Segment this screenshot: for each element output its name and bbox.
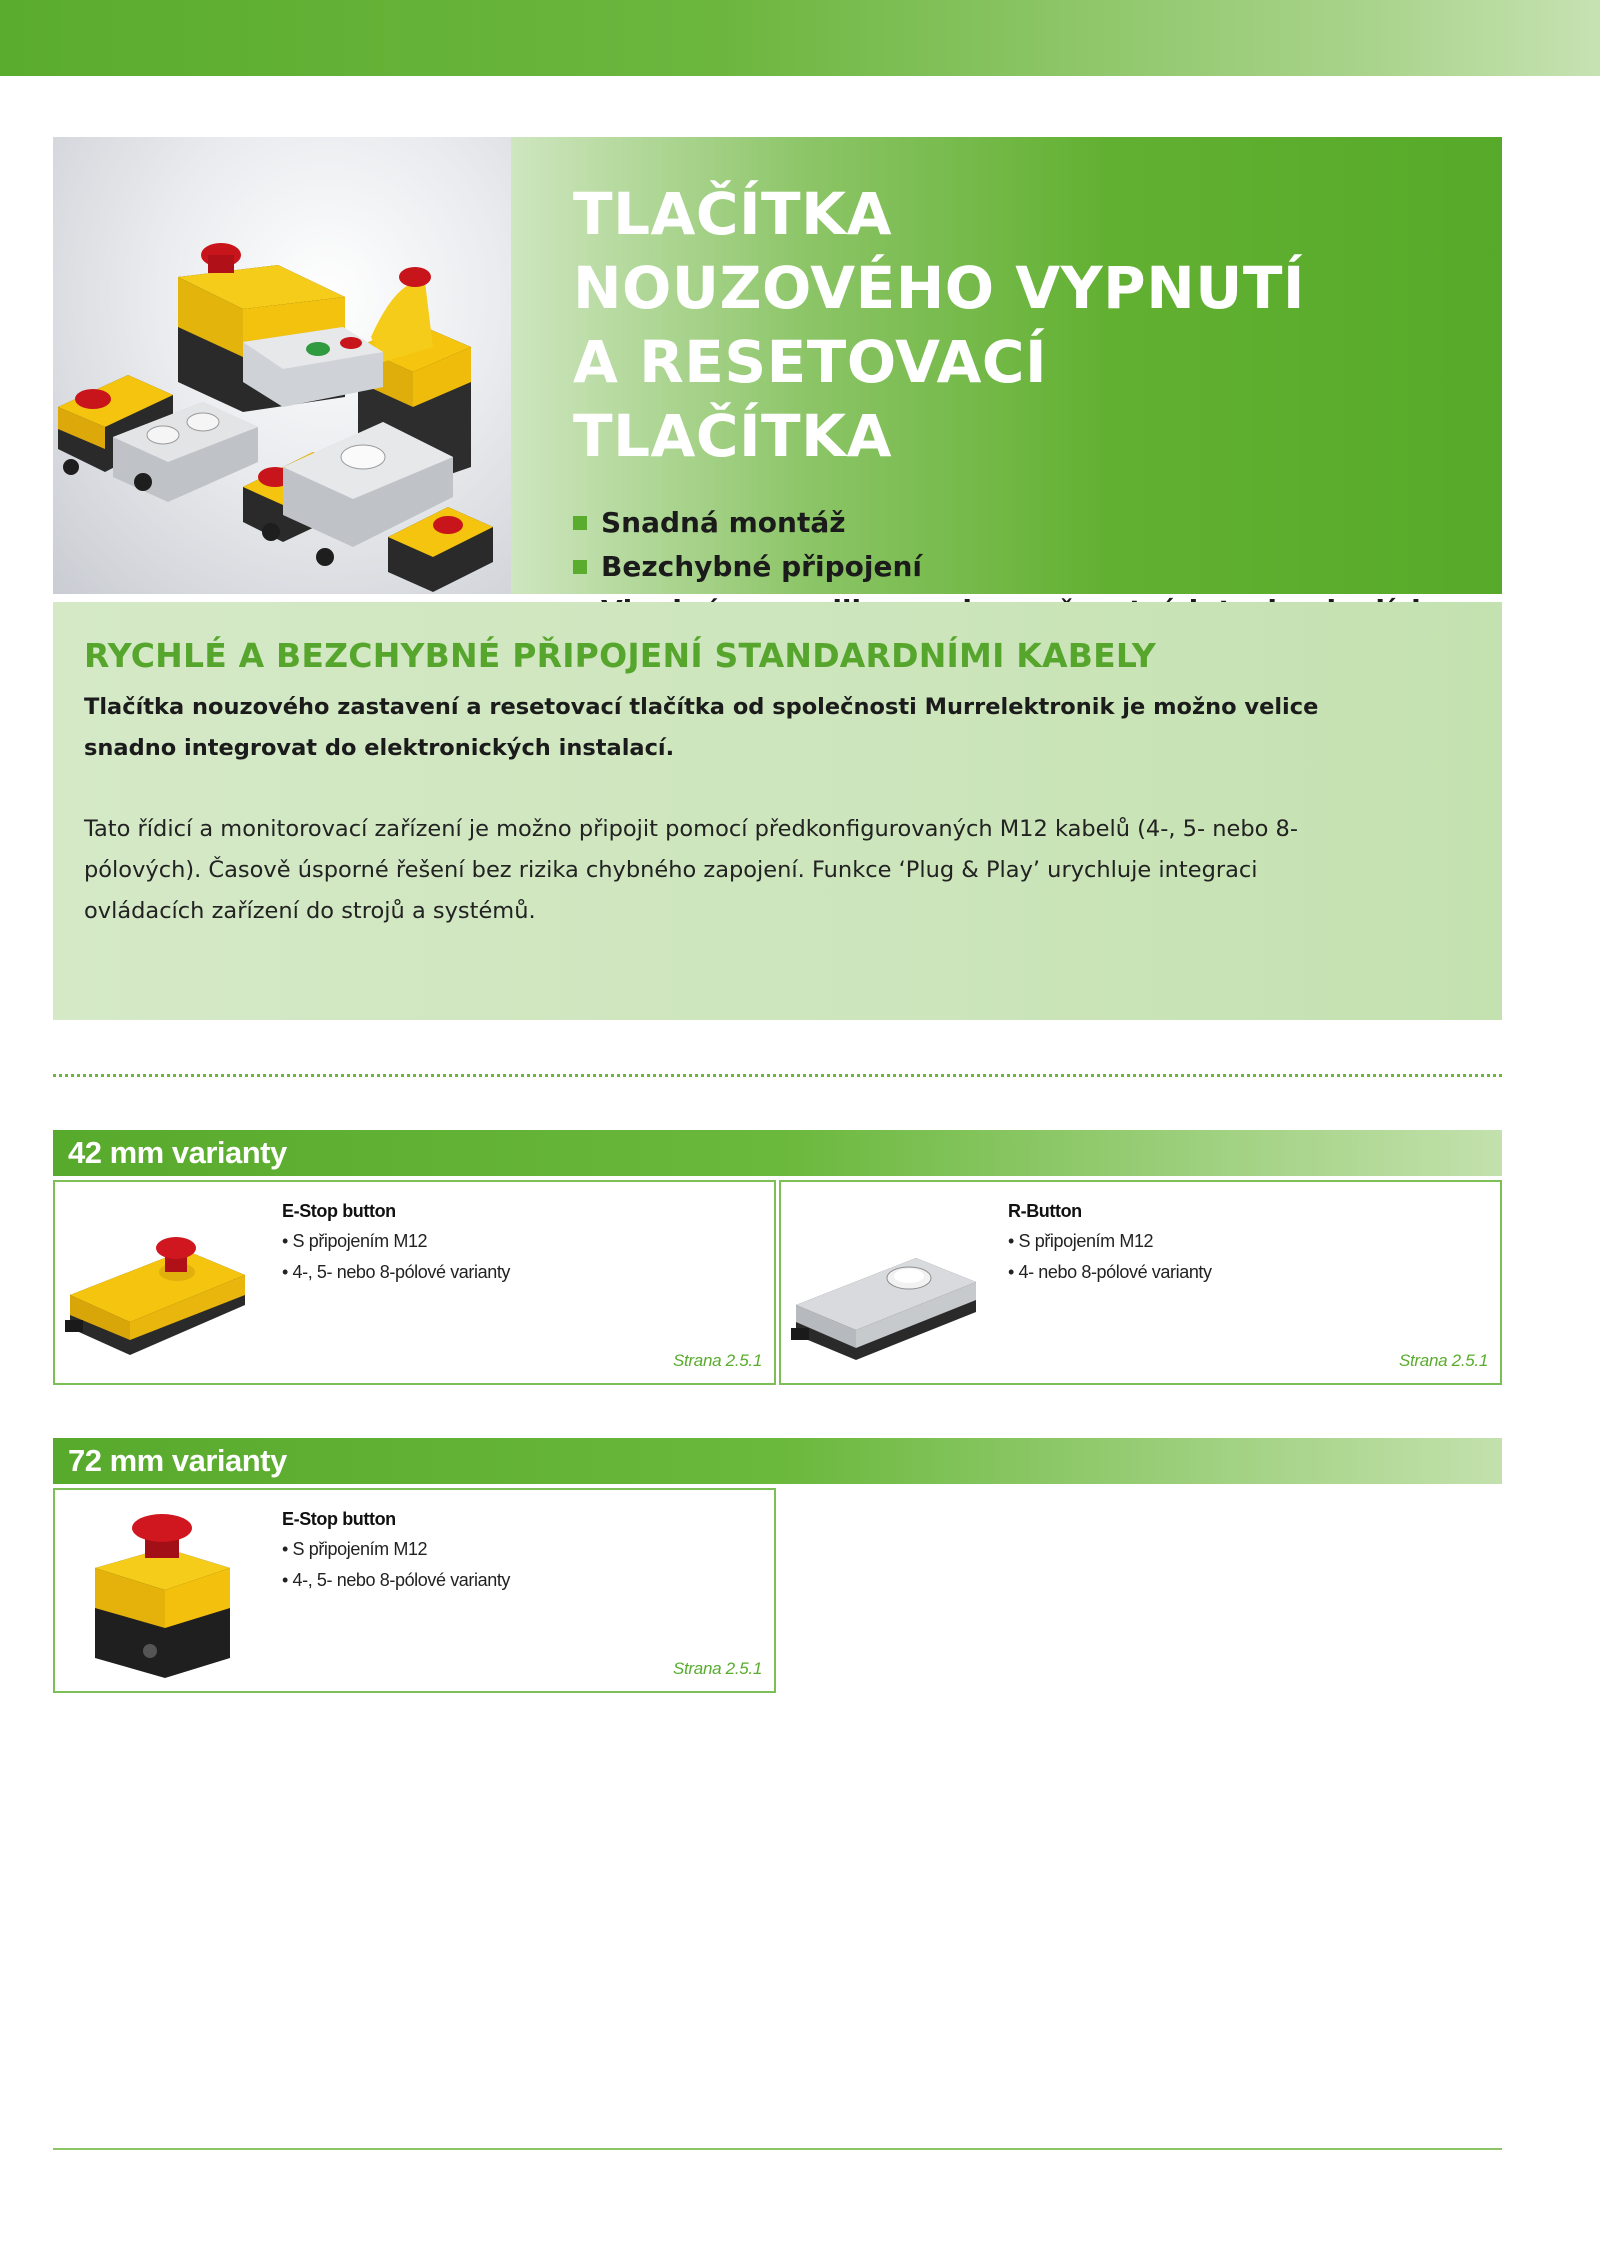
dotted-divider: [53, 1074, 1502, 1077]
product-photo-group: [53, 137, 511, 594]
intro-section: [53, 602, 1502, 1020]
page-reference-link[interactable]: Strana 2.5.1: [672, 1659, 762, 1678]
product-card-estop-72[interactable]: [53, 1488, 776, 1693]
bullet-square-icon: [573, 516, 587, 530]
card-title: E-Stop button: [282, 1509, 396, 1529]
page-reference-link[interactable]: Strana 2.5.1: [672, 1351, 762, 1370]
section-heading: RYCHLÉ A BEZCHYBNÉ PŘIPOJENÍ STANDARDNÍMI KABELY: [84, 636, 1157, 675]
card-text: [282, 1196, 510, 1288]
product-card-rbutton-42[interactable]: [779, 1180, 1502, 1385]
card-feature: • S připojením M12: [282, 1539, 428, 1559]
section-header-72mm: 72 mm varianty: [53, 1438, 1502, 1484]
page-reference-link[interactable]: Strana 2.5.1: [1398, 1351, 1488, 1370]
bullet-square-icon: [573, 560, 587, 574]
feature-label: Bezchybné připojení: [601, 550, 922, 583]
feature-item: [573, 501, 1502, 545]
card-text: [282, 1504, 510, 1596]
section-header-42mm: 42 mm varianty: [53, 1130, 1502, 1176]
card-feature: • S připojením M12: [282, 1231, 428, 1251]
card-feature: • S připojením M12: [1008, 1231, 1154, 1251]
hero-text-panel: [511, 137, 1502, 594]
card-feature: • 4- nebo 8-pólové varianty: [1008, 1262, 1212, 1282]
feature-label: Snadná montáž: [601, 506, 846, 539]
card-title: R-Button: [1008, 1201, 1082, 1221]
bottom-rule: [53, 2148, 1502, 2150]
product-group-photo: [53, 137, 511, 594]
hero-banner: [53, 137, 1502, 594]
intro-body-paragraph: Tato řídicí a monitorovací zařízení je možno připojit pomocí předkonfigurovaných M12 kabelů (4-, 5- nebo 8-pólových). Časově úsporné řešení bez rizika chybného zapojení. Funkce ‘Plug & Play’ urychluje integraci ovládacích zařízení do strojů a systémů.: [84, 816, 1298, 924]
product-card-estop-42[interactable]: [53, 1180, 776, 1385]
estop-42mm-photo: [65, 1200, 255, 1370]
rbutton-42mm-photo: [791, 1200, 981, 1370]
card-feature: • 4-, 5- nebo 8-pólové varianty: [282, 1262, 511, 1282]
intro-lead-paragraph: Tlačítka nouzového zastavení a resetovací tlačítka od společnosti Murrelektronik je možno velice snadno integrovat do elektronických instalací.: [84, 694, 1319, 761]
card-title: E-Stop button: [282, 1201, 396, 1221]
feature-item: [573, 545, 1502, 589]
estop-72mm-photo: [65, 1508, 255, 1678]
top-color-band: [0, 0, 1600, 76]
card-text: [1008, 1196, 1212, 1288]
page-title: TLAČÍTKA NOUZOVÉHO VYPNUTÍ A RESETOVACÍ TLAČÍTKA: [573, 180, 1305, 470]
card-feature: • 4-, 5- nebo 8-pólové varianty: [282, 1570, 511, 1590]
